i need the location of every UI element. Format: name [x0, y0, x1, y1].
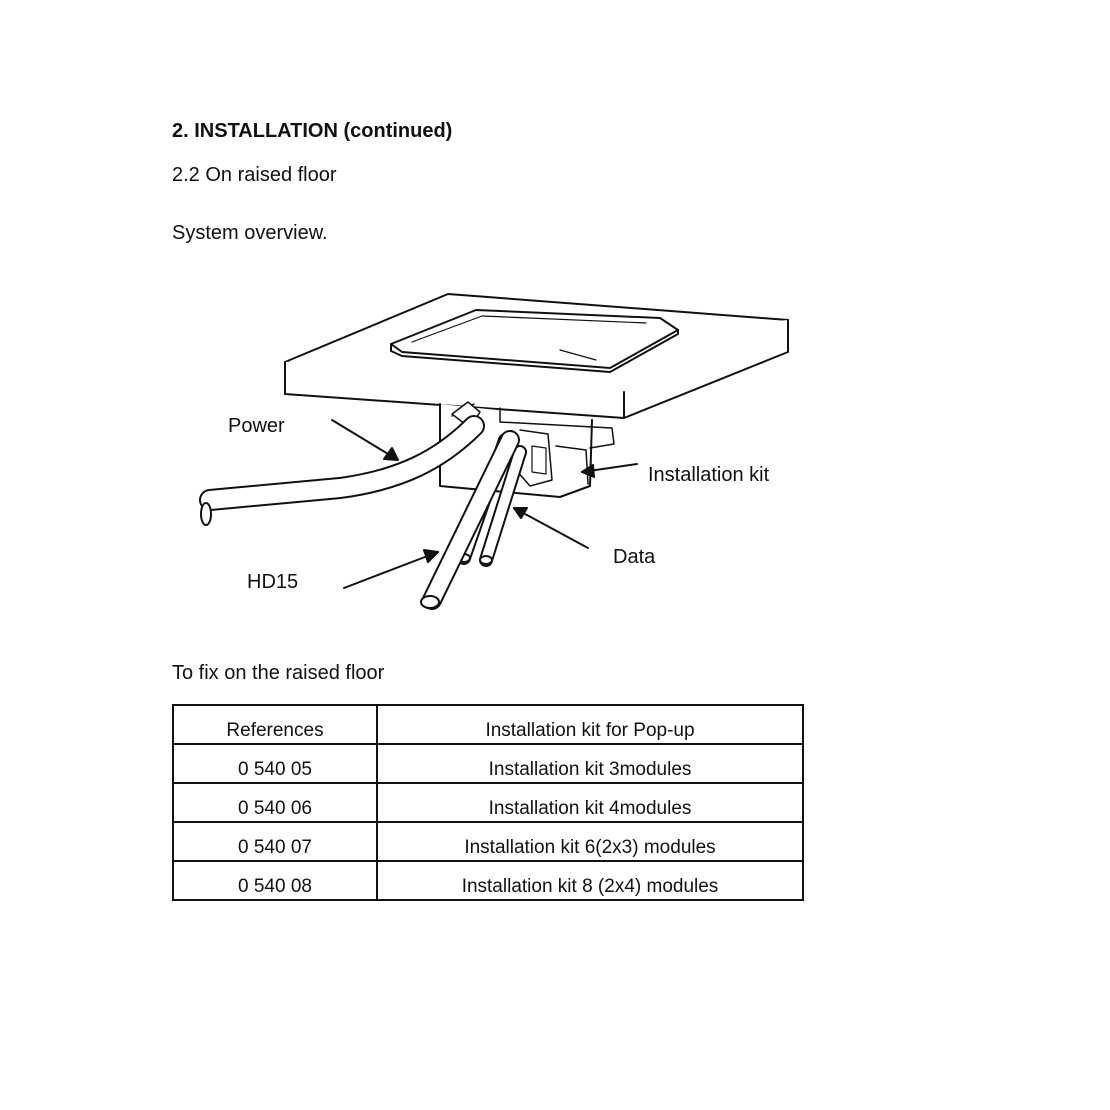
reference-cell: 0 540 05	[173, 744, 377, 783]
table-header-row	[173, 705, 803, 744]
description-cell: Installation kit 6(2x3) modules	[377, 822, 803, 861]
reference-cell: 0 540 07	[173, 822, 377, 861]
description-cell: Installation kit 4modules	[377, 783, 803, 822]
fix-caption: To fix on the raised floor	[172, 662, 385, 684]
installation-kit-callout-label: Installation kit	[648, 464, 770, 486]
table-row	[173, 744, 803, 783]
hd15-callout-label: HD15	[247, 571, 299, 593]
table-row	[173, 861, 803, 900]
table-row	[173, 822, 803, 861]
subsection-heading: 2.2 On raised floor	[172, 164, 337, 186]
description-header: Installation kit for Pop-up	[377, 705, 803, 744]
description-cell: Installation kit 3modules	[377, 744, 803, 783]
table-row	[173, 783, 803, 822]
reference-cell: 0 540 06	[173, 783, 377, 822]
installation-kit-table	[172, 704, 804, 901]
section-heading: 2. INSTALLATION (continued)	[172, 120, 453, 142]
power-callout-label: Power	[228, 415, 285, 437]
references-header: References	[173, 705, 377, 744]
description-cell: Installation kit 8 (2x4) modules	[377, 861, 803, 900]
data-callout-label: Data	[613, 546, 656, 568]
reference-cell: 0 540 08	[173, 861, 377, 900]
system-overview-label: System overview.	[172, 222, 328, 244]
